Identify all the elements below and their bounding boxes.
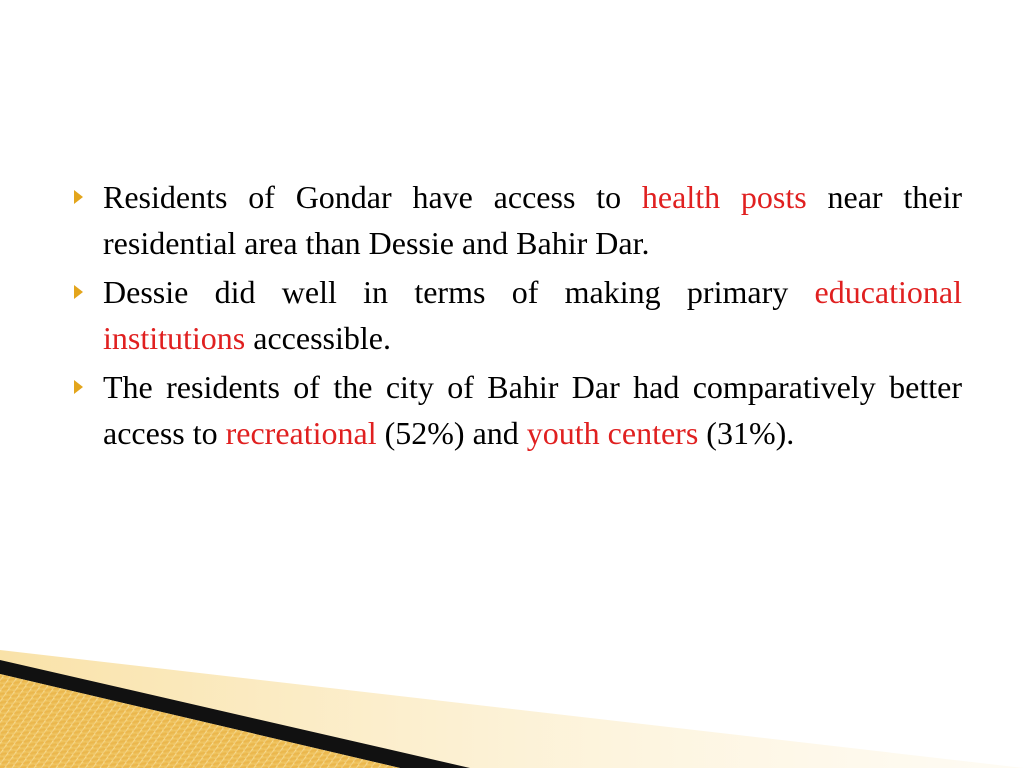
bullet-text: accessible.	[245, 320, 391, 356]
bullet-list	[74, 174, 962, 459]
triangle-right-icon	[74, 190, 83, 204]
bullet-item-dessie-education	[74, 269, 962, 361]
bullet-item-bahir-dar-recreation	[74, 364, 962, 456]
bullet-text: near their residential area than Dessie and Bahir Dar.	[103, 179, 963, 261]
bullet-text: Residents of Gondar have access to	[103, 179, 642, 215]
highlight-youth-centers: youth centers	[526, 415, 699, 451]
bullet-text: (52%) and	[376, 415, 527, 451]
bullet-text: Dessie did well in terms of making primary	[103, 274, 815, 310]
bullet-text: The residents of the city of Bahir Dar had comparatively better access to	[103, 369, 962, 451]
triangle-right-icon	[74, 380, 83, 394]
highlight-educational-institutions: educational institutions	[103, 274, 962, 356]
highlight-health-posts: health posts	[641, 179, 807, 215]
triangle-right-icon	[74, 285, 83, 299]
highlight-recreational: recreational	[225, 415, 377, 451]
bullet-item-gondar-health-posts	[74, 174, 962, 266]
decorative-corner-stripes	[0, 638, 1024, 768]
bullet-text: (31%).	[698, 415, 795, 451]
